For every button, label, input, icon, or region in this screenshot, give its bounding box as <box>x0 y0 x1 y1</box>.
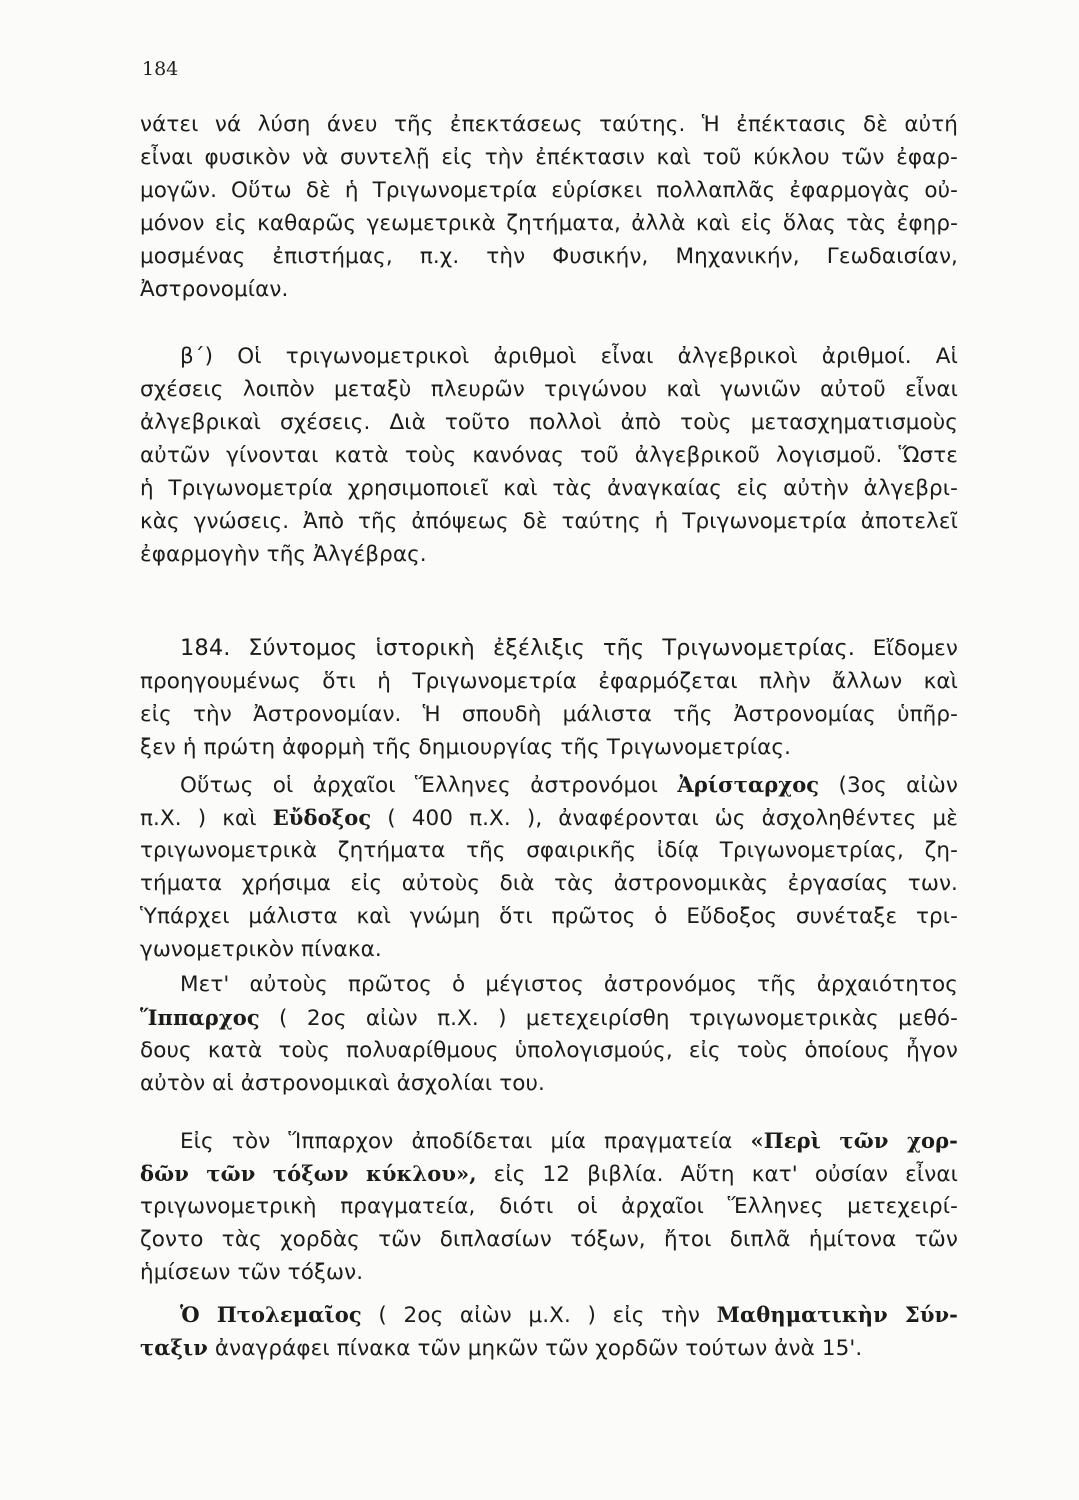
text-line: β΄) Οἱ τριγωνομετρικοὶ ἀριθμοὶ εἶναι ἀλγεβρικοὶ ἀριθμοί. Αἱ <box>180 344 958 369</box>
text-line: Ἀστρονομίαν. <box>140 277 289 302</box>
text-line: ἀλγεβρικαὶ σχέσεις. Διὰ τοῦτο πολλοὶ ἀπὸ τοὺς μετασχηματισμοὺς <box>140 410 958 435</box>
text-line: ζοντο τὰς χορδὰς τῶν διπλασίων τόξων, ἤτοι διπλᾶ ἡμίτονα τῶν <box>140 1227 958 1252</box>
text-line: προηγουμένως ὅτι ἡ Τριγωνομετρία ἐφαρμόζεται πλὴν ἄλλων καὶ <box>140 669 958 694</box>
text-line <box>140 1298 958 1331</box>
section-text: Εἴδομεν <box>872 636 958 661</box>
text-span: ἀναγράφει πίνακα τῶν μηκῶν τῶν χορδῶν τούτων ἀνὰ 15'. <box>214 1336 863 1361</box>
text-span: ( 400 π.Χ. ), ἀναφέρονται ὡς ἀσχοληθέντες μὲ <box>387 806 958 831</box>
text-line: μόνον εἰς καθαρῶς γεωμετρικὰ ζητήματα, ἀλλὰ καὶ εἰς ὅλας τὰς ἐφηρ- <box>140 211 958 236</box>
work-title-continued: δῶν τῶν τόξων κύκλου», <box>140 1161 477 1186</box>
paragraph-7 <box>140 1298 958 1364</box>
text-line: σχέσεις λοιπὸν μεταξὺ πλευρῶν τριγώνου καὶ γωνιῶν αὐτοῦ εἶναι <box>140 377 958 402</box>
text-line: ξεν ἡ πρώτη ἀφορμὴ τῆς δημιουργίας τῆς Τριγωνομετρίας. <box>140 735 791 760</box>
text-line: τριγωνομετρικὴ πραγματεία, διότι οἱ ἀρχαῖοι Ἕλληνες μετεχειρί- <box>140 1194 958 1219</box>
text-line: μογῶν. Οὕτω δὲ ἡ Τριγωνομετρία εὑρίσκει πολλαπλᾶς ἐφαρμογὰς οὐ- <box>140 178 958 203</box>
text-span: Οὕτως οἱ ἀρχαῖοι Ἕλληνες ἀστρονόμοι <box>180 773 659 798</box>
text-line <box>140 1331 958 1364</box>
text-line: δους κατὰ τοὺς πολυαρίθμους ὑπολογισμούς, εἰς τοὺς ὁποίους ἦγον <box>140 1038 958 1063</box>
text-span: π.Χ. ) καὶ <box>140 806 257 831</box>
page-number: 184 <box>142 58 179 80</box>
name-aristarchus: Ἀρίσταρχος <box>677 772 820 797</box>
paragraph-5 <box>140 968 958 1100</box>
work-syntaxis-continued: ταξιν <box>140 1335 208 1360</box>
name-hipparchus: Ἵππαρχος <box>140 1005 260 1030</box>
text-span: ( 2ος αἰὼν μ.Χ. ) εἰς τὴν <box>378 1303 700 1328</box>
text-line: εἰς τὴν Ἀστρονομίαν. Ἡ σπουδὴ μάλιστα τῆς Ἀστρονομίας ὑπῆρ- <box>140 702 958 727</box>
text-span: εἰς 12 βιβλία. Αὕτη κατ' οὐσίαν εἶναι <box>493 1162 958 1187</box>
text-line: νάτει νά λύση άνευ τῆς ἐπεκτάσεως ταύτης. Ἡ ἐπέκτασις δὲ αὐτή <box>140 112 958 137</box>
text-span: ( 2ος αἰὼν π.Χ. ) μετεχειρίσθη τριγωνομετρικὰς μεθό- <box>279 1006 958 1031</box>
text-line: αὐτῶν γίνονται κατὰ τοὺς κανόνας τοῦ ἀλγεβρικοῦ λογισμοῦ. Ὥστε <box>140 443 958 468</box>
text-line: Ὑπάρχει μάλιστα καὶ γνώμη ὅτι πρῶτος ὁ Εὔδοξος συνέταξε τρι- <box>140 904 958 929</box>
text-line: αὐτὸν αἱ ἀστρονομικαὶ ἀσχολίαι του. <box>140 1071 545 1096</box>
text-line: τριγωνομετρικὰ ζητήματα τῆς σφαιρικῆς ἰδίᾳ Τριγωνομετρίας, ζη- <box>140 838 958 863</box>
text-span: (3ος αἰὼν <box>838 773 958 798</box>
text-line <box>140 1001 958 1034</box>
section-184 <box>140 632 958 764</box>
text-line: ἡμίσεων τῶν τόξων. <box>140 1260 364 1285</box>
text-line: ἐφαρμογὴν τῆς Ἀλγέβρας. <box>140 542 427 567</box>
text-line: μοσμένας ἐπιστήμας, π.χ. τὴν Φυσικήν, Μηχανικήν, Γεωδαισίαν, <box>140 244 958 269</box>
text-line <box>140 1124 958 1157</box>
text-line <box>140 768 958 801</box>
paragraph-2 <box>140 340 958 571</box>
paragraph-4 <box>140 768 958 966</box>
section-title: Σύντομος ἱστορικὴ ἐξέλιξις τῆς Τριγωνομετρίας. <box>248 635 856 661</box>
text-line: γωνομετρικὸν πίνακα. <box>140 937 382 962</box>
text-line: Μετ' αὐτοὺς πρῶτος ὁ μέγιστος ἀστρονόμος τῆς ἀρχαιότητος <box>180 972 958 997</box>
name-eudoxus: Εὔδοξος <box>272 805 372 830</box>
text-span: Εἰς τὸν Ἵππαρχον ἀποδίδεται μία πραγματεία <box>180 1129 733 1154</box>
text-line: κὰς γνώσεις. Ἀπὸ τῆς ἀπόψεως δὲ ταύτης ἡ Τριγωνομετρία ἀποτελεῖ <box>140 509 958 534</box>
text-line: εἶναι φυσικὸν νὰ συντελῇ εἰς τὴν ἐπέκτασιν καὶ τοῦ κύκλου τῶν ἐφαρ- <box>140 145 958 170</box>
paragraph-6 <box>140 1124 958 1289</box>
text-line: ἡ Τριγωνομετρία χρησιμοποιεῖ καὶ τὰς ἀναγκαίας εἰς αὐτὴν ἀλγεβρι- <box>140 476 958 501</box>
name-ptolemy: Ὁ Πτολεμαῖος <box>180 1302 362 1327</box>
section-number: 184. <box>180 635 231 661</box>
text-line: τήματα χρήσιμα εἰς αὐτοὺς διὰ τὰς ἀστρονομικὰς ἐργασίας των. <box>140 871 958 896</box>
paragraph-1 <box>140 108 958 306</box>
text-line <box>140 1157 958 1190</box>
work-syntaxis: Μαθηματικὴν Σύν- <box>716 1302 959 1327</box>
section-heading-line <box>140 632 958 665</box>
work-title: «Περὶ τῶν χορ- <box>750 1128 958 1153</box>
text-line <box>140 801 958 834</box>
